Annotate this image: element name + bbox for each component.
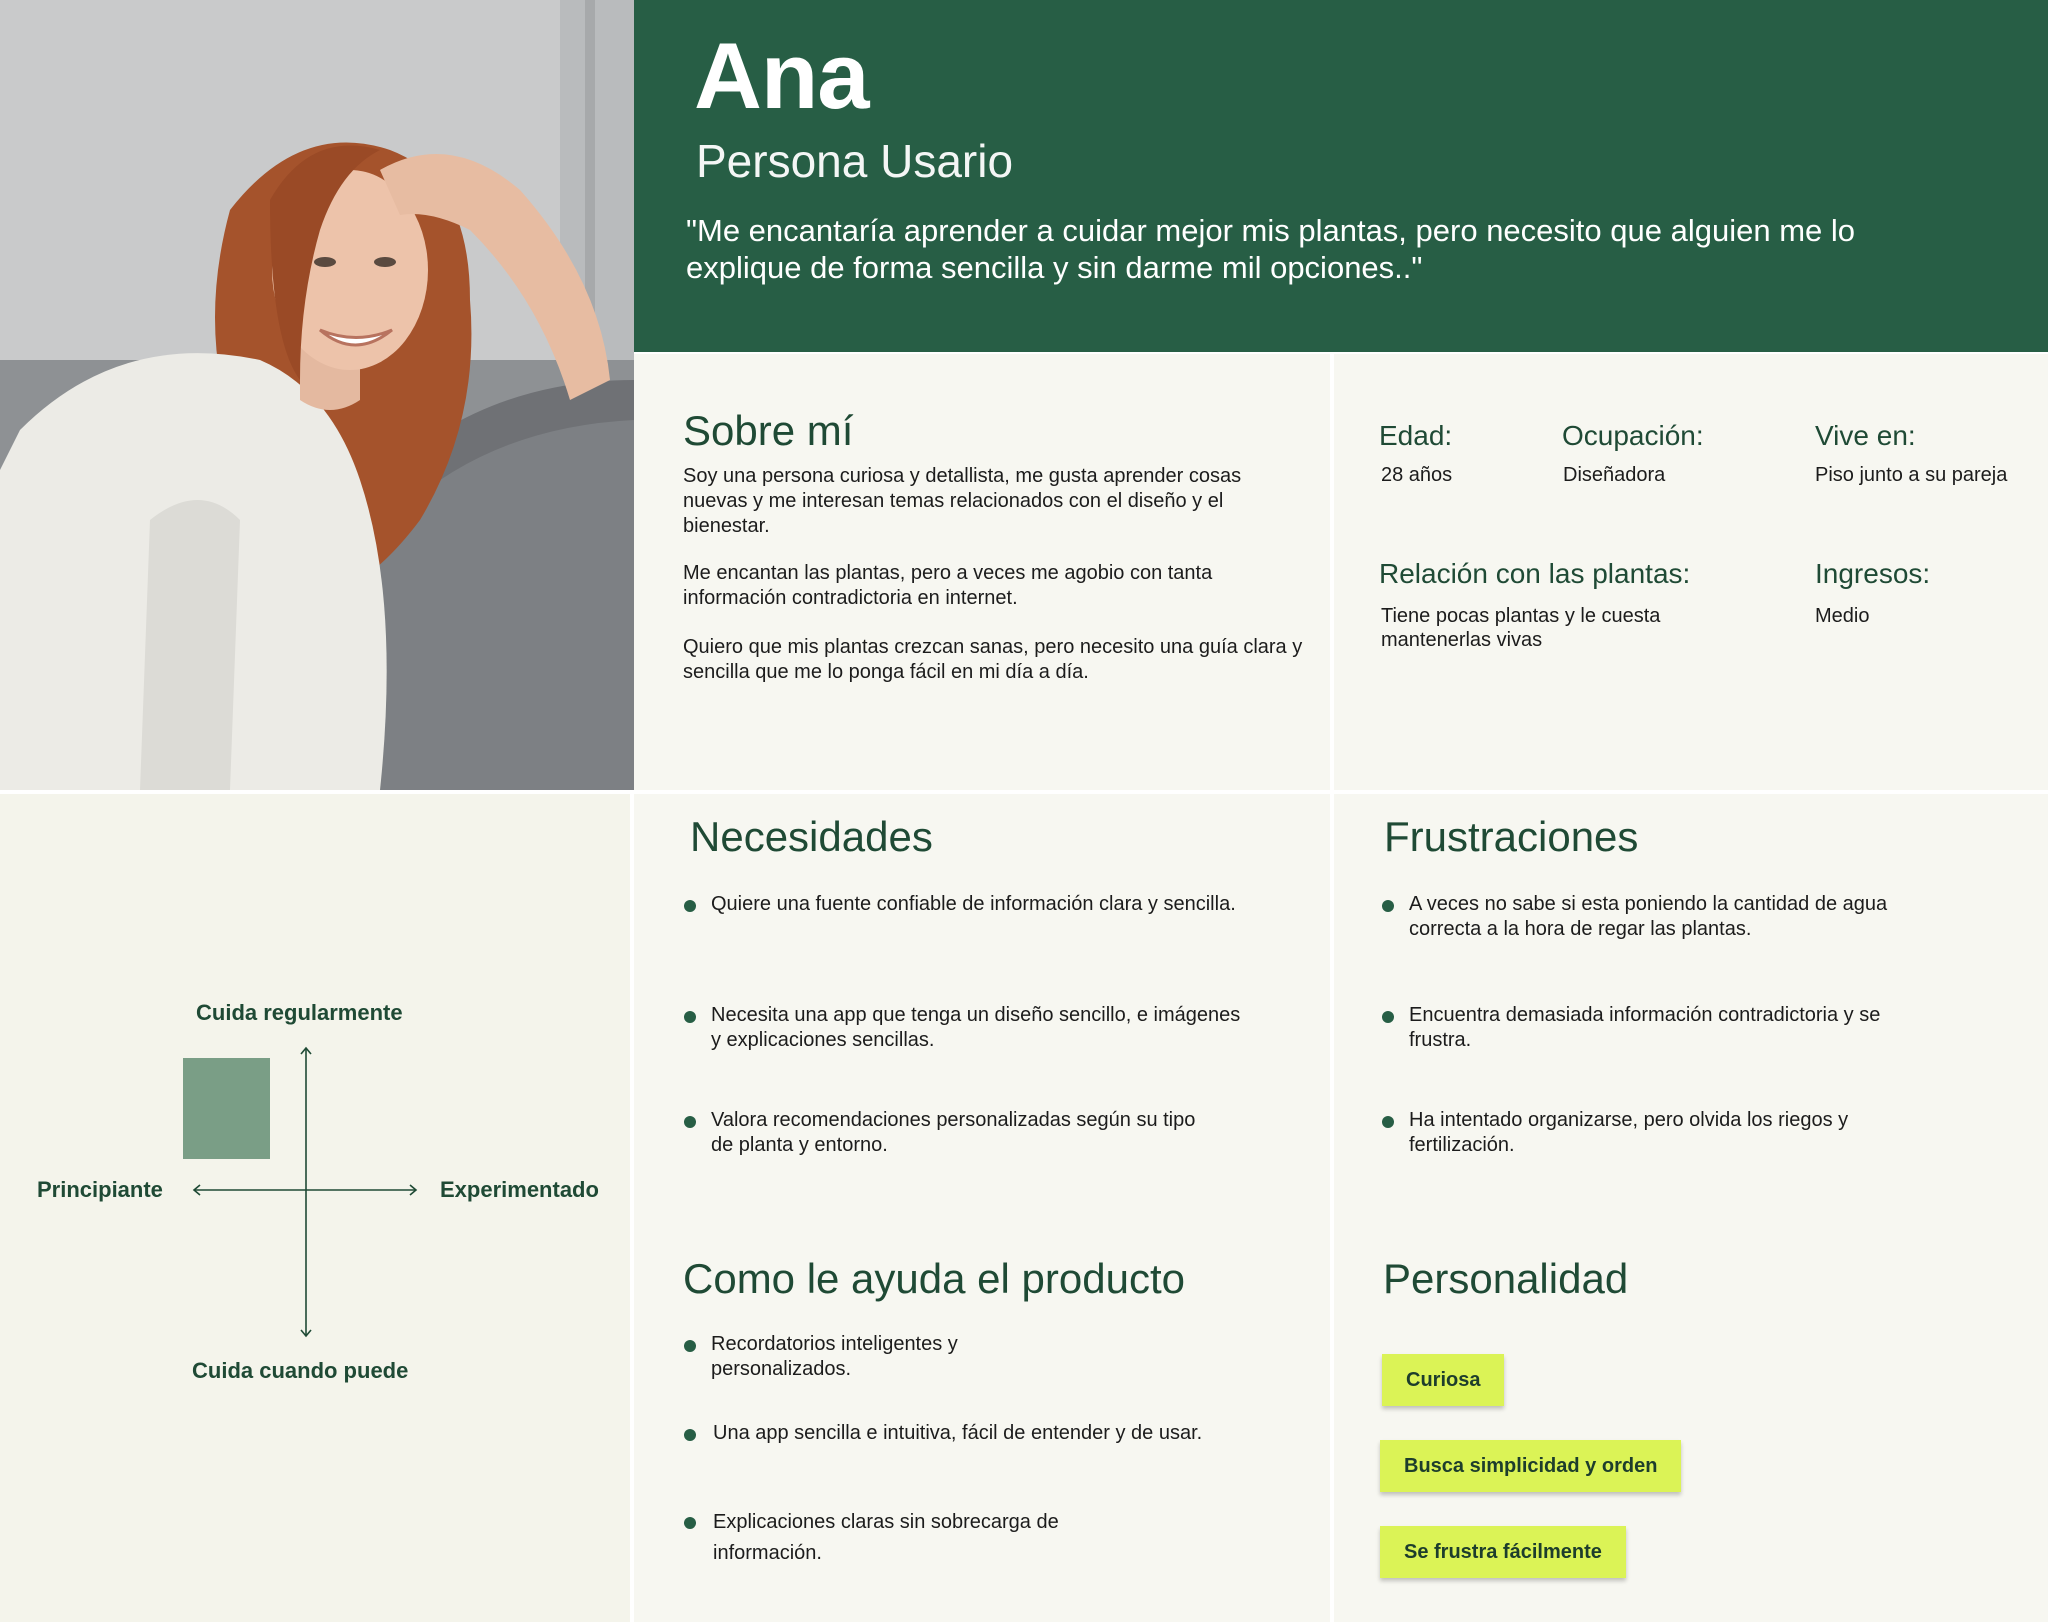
frustrations-item: [1382, 1108, 1942, 1158]
lives-label: Vive en:: [1815, 420, 1916, 451]
product-item: [684, 1421, 1244, 1446]
matrix-bottom-label: Cuida cuando puede: [192, 1358, 409, 1383]
bullet-dot-icon: [684, 1429, 696, 1441]
persona-name: Ana: [694, 23, 869, 128]
needs-item: [684, 892, 1244, 917]
persona-photo: [0, 0, 634, 790]
bullet-dot-icon: [684, 1340, 696, 1352]
needs-title: Necesidades: [690, 813, 933, 860]
persona-quote: "Me encantaría aprender a cuidar mejor mis plantas, pero necesito que alguien me lo explique de forma sencilla y sin darme mil opciones..": [686, 213, 1855, 285]
product-item-text: Recordatorios inteligentes y personalizados.: [711, 1333, 958, 1380]
bullet-dot-icon: [1382, 1011, 1394, 1023]
needs-product-panel: [634, 794, 1330, 1622]
frustrations-item: [1382, 1003, 1942, 1053]
matrix-right-label: Experimentado: [440, 1177, 599, 1202]
needs-item-text: Valora recomendaciones personalizadas según su tipo de planta y entorno.: [711, 1109, 1196, 1156]
frustrations-item-text: Encuentra demasiada información contradictoria y se frustra.: [1409, 1004, 1881, 1051]
bullet-dot-icon: [684, 1116, 696, 1128]
frustrations-personality-panel: [1334, 794, 2048, 1622]
product-title: Como le ayuda el producto: [683, 1255, 1185, 1302]
persona-header: [634, 0, 2048, 352]
lives-value: Piso junto a su pareja: [1815, 464, 2008, 486]
product-item-text: Una app sencilla e intuitiva, fácil de entender y de usar.: [713, 1422, 1203, 1444]
persona-role: Persona Usario: [696, 135, 1014, 187]
bullet-dot-icon: [684, 1517, 696, 1529]
info-panel: [1334, 354, 2048, 790]
about-paragraph: Me encantan las plantas, pero a veces me agobio con tanta información contradictoria en internet.: [683, 562, 1213, 609]
matrix-axes: [0, 794, 630, 1622]
frustrations-title: Frustraciones: [1384, 813, 1639, 860]
age-value: 28 años: [1381, 464, 1453, 486]
bullet-dot-icon: [684, 900, 696, 912]
about-paragraph: Quiero que mis plantas crezcan sanas, pero necesito una guía clara y sencilla que me lo ponga fácil en mi día a día.: [683, 636, 1303, 683]
personality-title: Personalidad: [1383, 1255, 1629, 1302]
matrix-top-label: Cuida regularmente: [196, 1000, 403, 1025]
income-value: Medio: [1815, 605, 1870, 627]
about-panel: [634, 354, 1330, 790]
needs-item: [684, 1003, 1244, 1053]
occupation-label: Ocupación:: [1562, 420, 1704, 451]
frustrations-item: [1382, 892, 1942, 942]
matrix-left-label: Principiante: [37, 1177, 163, 1202]
experience-matrix: [0, 794, 630, 1622]
persona-photo-illustration: [0, 0, 634, 790]
needs-item: [684, 1108, 1204, 1158]
plants-value: Tiene pocas plantas y le cuesta mantenerlas vivas: [1381, 605, 1661, 651]
product-item: [684, 1332, 1024, 1382]
needs-item-text: Quiere una fuente confiable de información clara y sencilla.: [711, 893, 1236, 915]
income-label: Ingresos:: [1815, 558, 1931, 589]
age-label: Edad:: [1379, 420, 1453, 451]
plants-label: Relación con las plantas:: [1379, 558, 1691, 589]
bullet-dot-icon: [1382, 900, 1394, 912]
frustrations-item-text: Ha intentado organizarse, pero olvida los riegos y fertilización.: [1409, 1109, 1849, 1156]
occupation-value: Diseñadora: [1563, 464, 1666, 486]
personality-tag: Curiosa: [1382, 1354, 1504, 1406]
about-title: Sobre mí: [683, 407, 854, 454]
frustrations-item-text: A veces no sabe si esta poniendo la cantidad de agua correcta a la hora de regar las plantas.: [1409, 893, 1888, 940]
product-item-text: Explicaciones claras sin sobrecarga de información.: [713, 1511, 1059, 1564]
personality-tag: Se frustra fácilmente: [1380, 1526, 1626, 1578]
personality-tag: Busca simplicidad y orden: [1380, 1440, 1681, 1492]
bullet-dot-icon: [684, 1011, 696, 1023]
product-item: [684, 1507, 1134, 1569]
needs-item-text: Necesita una app que tenga un diseño sencillo, e imágenes y explicaciones sencillas.: [711, 1004, 1241, 1051]
bullet-dot-icon: [1382, 1116, 1394, 1128]
about-paragraph: Soy una persona curiosa y detallista, me gusta aprender cosas nuevas y me interesan temas relacionados con el diseño y el bienestar.: [683, 465, 1242, 537]
